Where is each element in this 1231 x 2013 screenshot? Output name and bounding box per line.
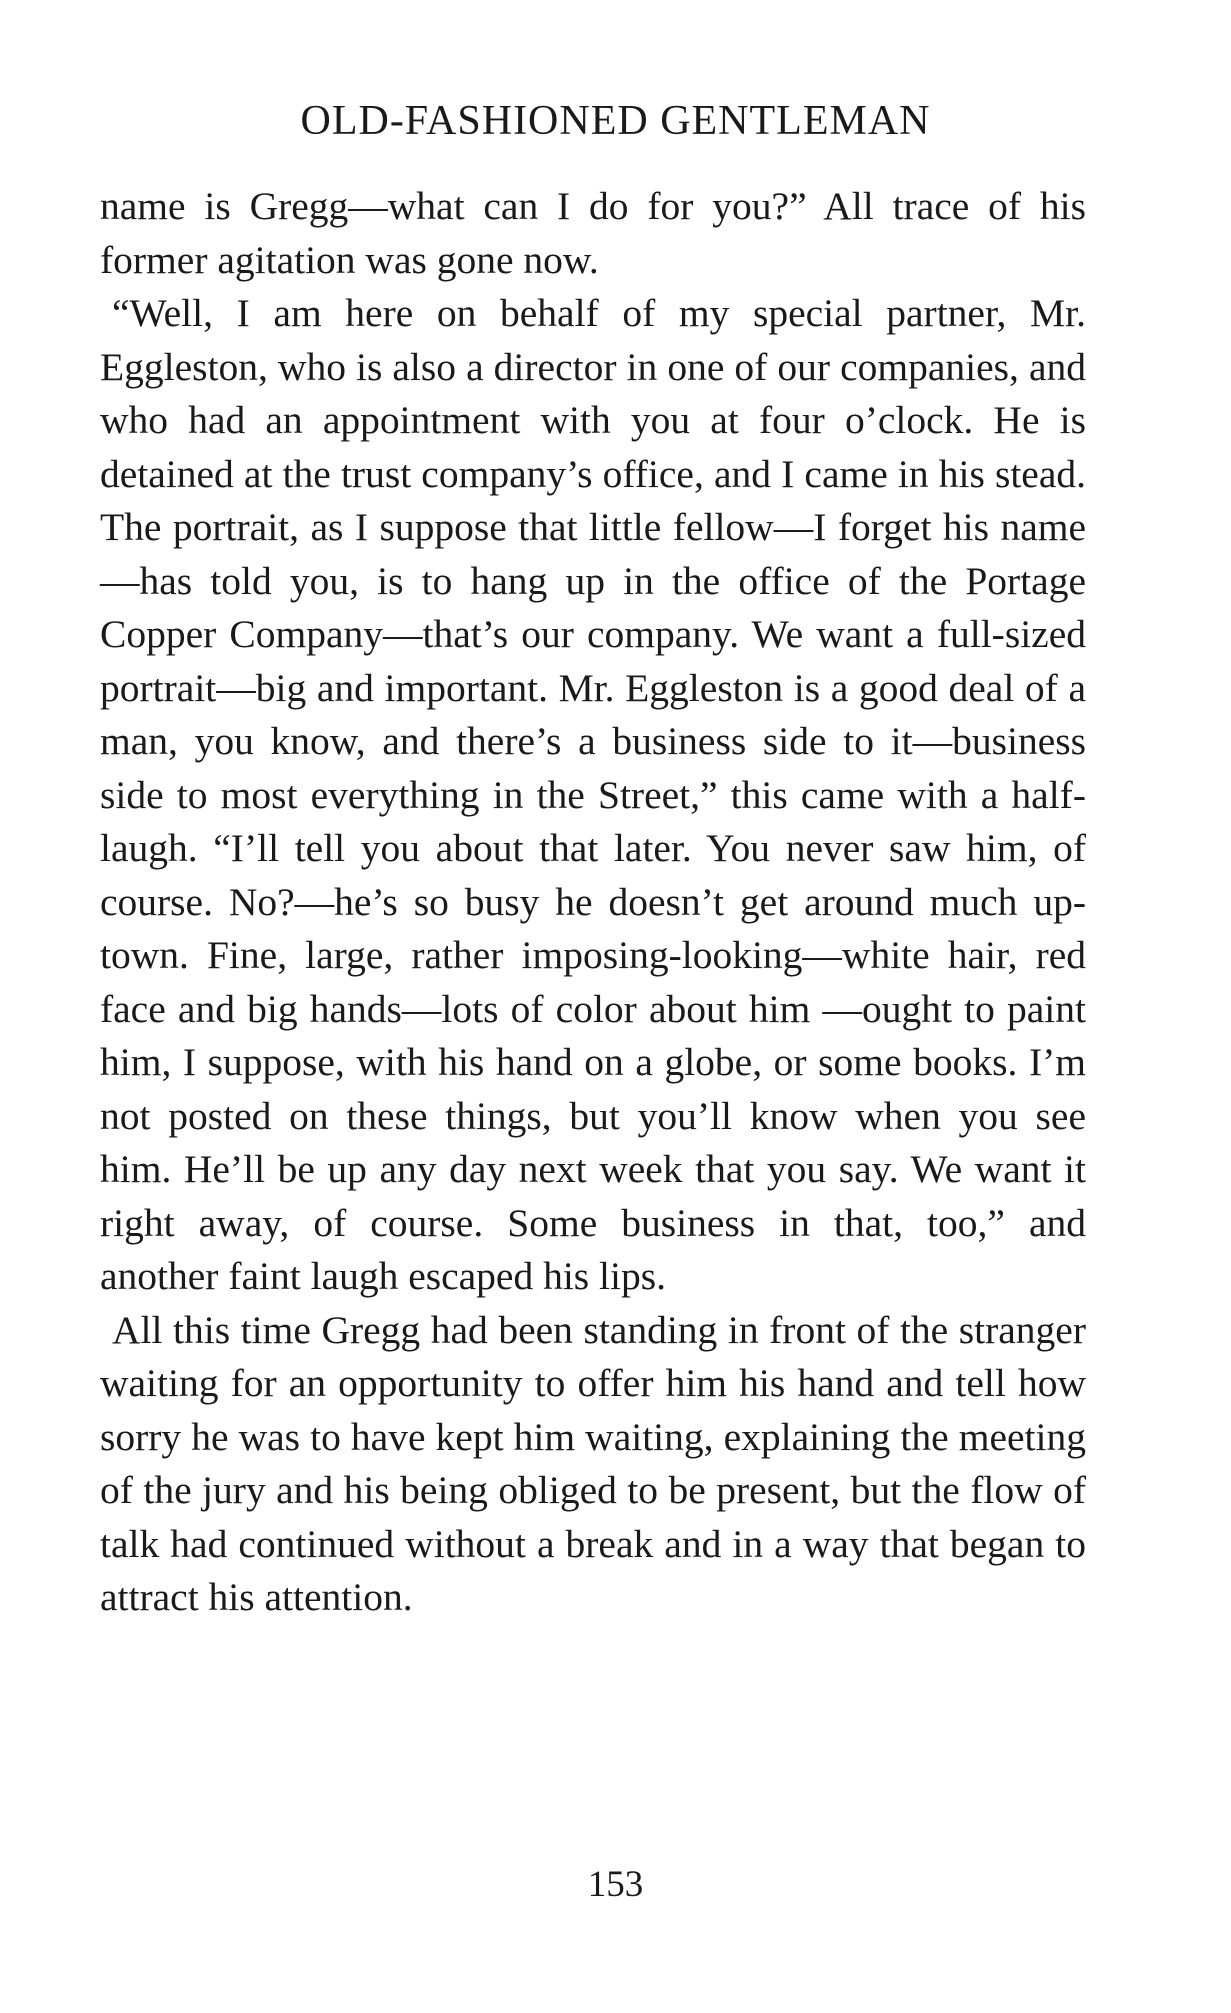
paragraph-dialogue: “Well, I am here on behalf of my special partner, Mr. Eggleston, who is also a director in one of our companies, and who had an appointment with you at four o’clock. He is detained at the trust company’s office, and I came in his stead. The portrait, as I suppose that little fellow—I forget his name—has told you, is to hang up in the office of the Portage Copper Company—that’s our company. We want a full-sized portrait—big and important. Mr. Eggleston is a good deal of a man, you know, and there’s a business side to it—business side to most everything in the Street,” this came with a half-laugh. “I’ll tell you about that later. You never saw him, of course. No?—he’s so busy he doesn’t get around much uptown. Fine, large, rather imposing-looking—white hair, red face and big hands—lots of color about him —ought to paint him, I suppose, with his hand on a globe, or some books. I’m not posted on these things, but you’ll know when you see him. He’ll be up any day next week that you say. We want it right away, of course. Some business in that, too,” and another faint laugh escaped his lips. xyxy=(100,291,1086,1298)
body-text xyxy=(100,180,1086,1625)
paragraph-narration: All this time Gregg had been standing in front of the stranger waiting for an opportunity to offer him his hand and tell how sorry he was to have kept him waiting, explaining the meeting of the jury and his being obliged to be present, but the flow of talk had continued without a break and in a way that began to attract his attention. xyxy=(100,1307,1086,1619)
paragraph-continued: name is Gregg—what can I do for you?” All trace of his former agitation was gone now. xyxy=(100,184,1086,282)
running-head: OLD-FASHIONED GENTLEMAN xyxy=(300,98,931,144)
page-number: 153 xyxy=(587,1864,644,1905)
